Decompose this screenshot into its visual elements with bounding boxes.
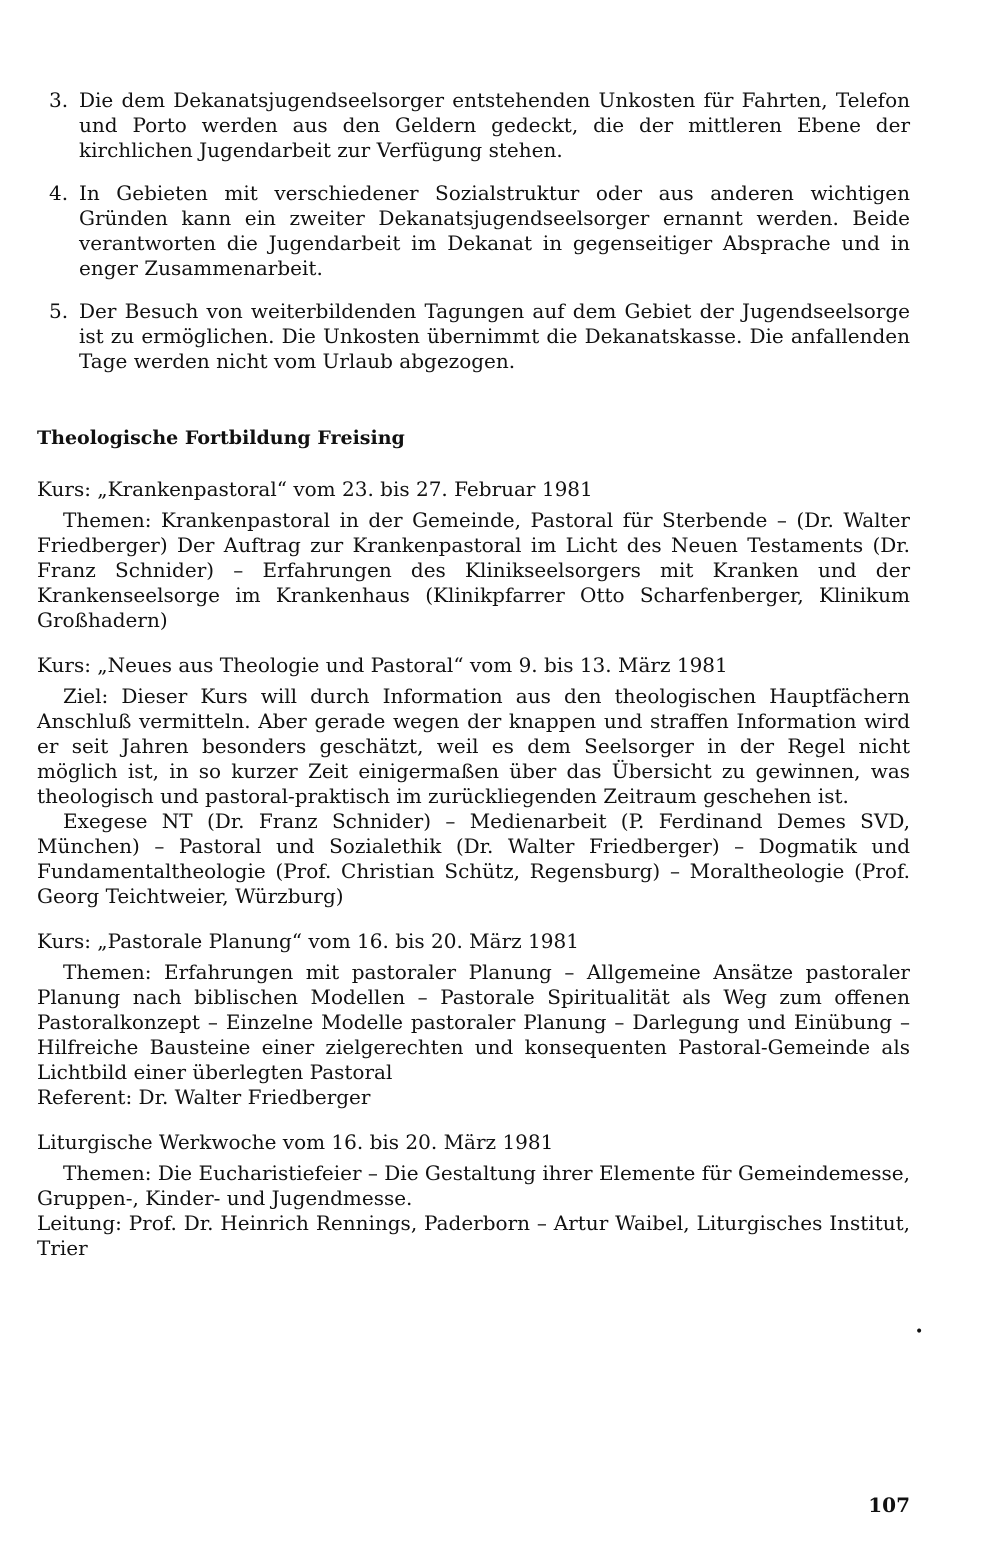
course-topics: Exegese NT (Dr. Franz Schnider) – Medienarbeit (P. Ferdinand Demes SVD, München) – Pastoral und Sozialethik (Dr. Walter Friedberger) – Dogmatik und Fundamentaltheologie (Prof. Christian Schütz, Regensburg) – Moraltheologie (Prof. Georg Teichtweier, Würzburg): [37, 809, 910, 908]
stray-mark: •: [915, 1324, 924, 1340]
list-text: In Gebieten mit verschiedener Sozialstruktur oder aus anderen wichtigen Gründen kann ein zweiter Dekanatsjugendseelsorger ernannt werden. Beide verantworten die Jugendarbeit im Dekanat in gegenseitiger Absprache und in enger Zusammenarbeit.: [79, 181, 910, 280]
course-topics: Themen: Die Eucharistiefeier – Die Gestaltung ihrer Elemente für Gemeindemesse, Gruppen-, Kinder- und Jugendmesse.: [37, 1161, 910, 1210]
list-item: [37, 181, 910, 281]
course-block: [37, 1130, 910, 1261]
course-block: [37, 477, 910, 633]
course-title: Liturgische Werkwoche vom 16. bis 20. März 1981: [37, 1130, 554, 1154]
course-topics: Themen: Erfahrungen mit pastoraler Planung – Allgemeine Ansätze pastoraler Planung nach biblischen Modellen – Pastorale Spiritualität als Weg zum offenen Pastoralkonzept – Einzelne Modelle pastoraler Planung – Darlegung und Einübung – Hilfreiche Bausteine einer zielgerechten und konsequenten Pastoral-Gemeinde als Lichtbild einer überlegten Pastoral: [37, 960, 910, 1084]
course-goal: Ziel: Dieser Kurs will durch Information aus den theologischen Hauptfächern Anschluß vermitteln. Aber gerade wegen der knappen und straffen Information wird er seit Jahren besonders geschätzt, weil es dem Seelsorger in der Regel nicht möglich ist, in so kurzer Zeit einigermaßen über das Übersicht zu gewinnen, was theologisch und pastoral-praktisch im zurückliegenden Zeitraum geschehen ist.: [37, 684, 910, 808]
course-speaker: Referent: Dr. Walter Friedberger: [37, 1085, 371, 1109]
course-block: [37, 929, 910, 1110]
list-number: 3.: [49, 88, 69, 112]
course-topics: Themen: Krankenpastoral in der Gemeinde, Pastoral für Sterbende – (Dr. Walter Friedberger) Der Auftrag zur Krankenpastoral im Licht des Neuen Testaments (Dr. Franz Schnider) – Erfahrungen des Klinikseelsorgers mit Kranken und der Krankenseelsorge im Krankenhaus (Klinikpfarrer Otto Scharfenberger, Klinikum Großhadern): [37, 508, 910, 632]
page-number: 107: [868, 1493, 910, 1517]
list-item: [37, 88, 910, 163]
list-number: 5.: [49, 299, 69, 323]
list-number: 4.: [49, 181, 69, 205]
course-title: Kurs: „Neues aus Theologie und Pastoral“ vom 9. bis 13. März 1981: [37, 653, 728, 677]
list-text: Der Besuch von weiterbildenden Tagungen auf dem Gebiet der Jugendseelsorge ist zu ermöglichen. Die Unkosten übernimmt die Dekanatskasse. Die anfallenden Tage werden nicht vom Urlaub abgezogen.: [79, 299, 910, 373]
course-title: Kurs: „Pastorale Planung“ vom 16. bis 20. März 1981: [37, 929, 579, 953]
course-block: [37, 653, 910, 909]
list-item: [37, 299, 910, 374]
list-text: Die dem Dekanatsjugendseelsorger entstehenden Unkosten für Fahrten, Telefon und Porto werden aus den Geldern gedeckt, die der mittleren Ebene der kirchlichen Jugendarbeit zur Verfügung stehen.: [79, 88, 910, 162]
section-heading: Theologische Fortbildung Freising: [37, 427, 405, 449]
course-title: Kurs: „Krankenpastoral“ vom 23. bis 27. Februar 1981: [37, 477, 593, 501]
course-leaders: Leitung: Prof. Dr. Heinrich Rennings, Paderborn – Artur Waibel, Liturgisches Institut, Trier: [37, 1211, 910, 1260]
numbered-list: [37, 88, 910, 374]
